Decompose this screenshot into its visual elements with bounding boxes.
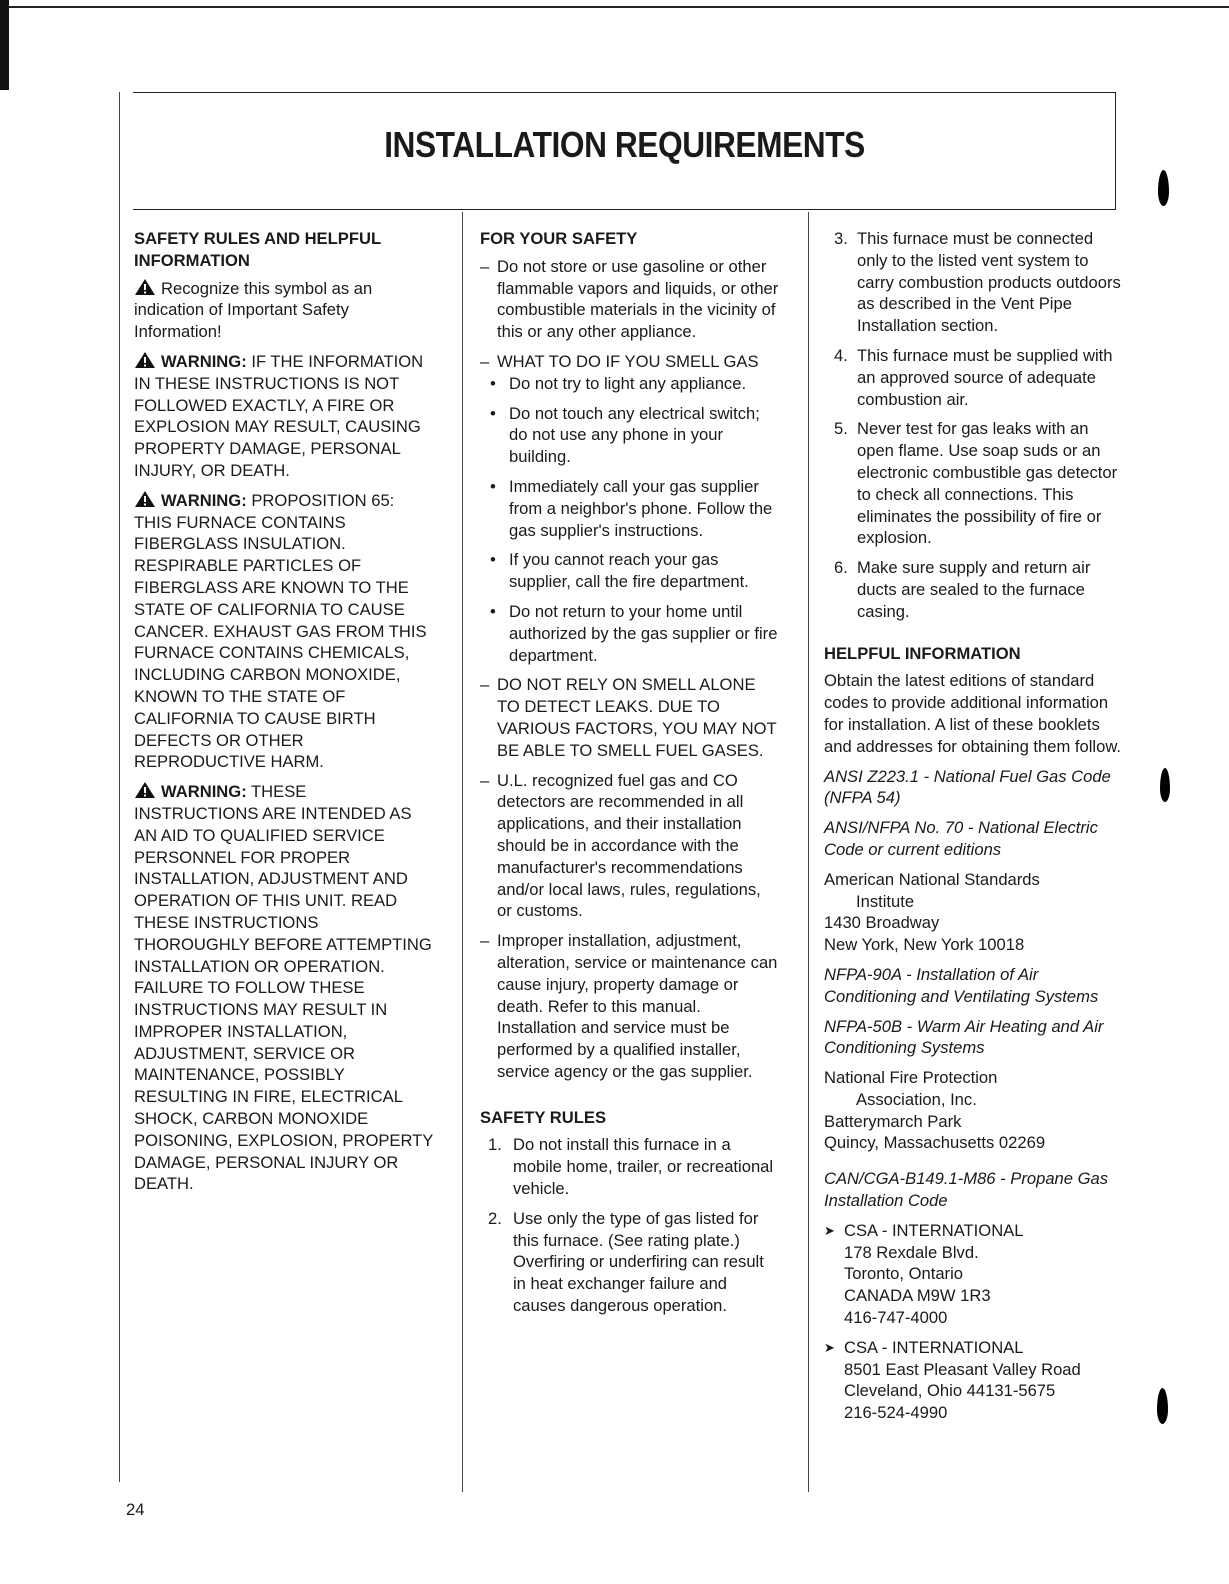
page-title: INSTALLATION REQUIREMENTS	[384, 124, 865, 165]
column-divider	[808, 212, 809, 1492]
item-number: 5.	[834, 419, 848, 439]
warning-triangle-icon	[134, 278, 156, 296]
binding-mark	[1158, 170, 1169, 206]
address-block	[824, 1337, 1124, 1424]
item-text: This furnace must be supplied with an approved source of adequate combustion air.	[857, 345, 1113, 409]
safety-rules-list-cont	[824, 228, 1124, 623]
warning-triangle-icon	[134, 351, 156, 369]
section-heading: FOR YOUR SAFETY	[480, 229, 638, 248]
code-reference: ANSI Z223.1 - National Fuel Gas Code (NFPA 54)	[824, 766, 1111, 808]
numbered-item	[480, 1134, 780, 1199]
address-line: CANADA M9W 1R3	[844, 1286, 991, 1306]
code-reference: ANSI/NFPA No. 70 - National Electric Code or current editions	[824, 818, 1098, 859]
safety-rules-list	[480, 1134, 780, 1316]
column-divider	[462, 212, 463, 1492]
warning-label: WARNING:	[161, 490, 247, 510]
warning-triangle-icon	[134, 490, 156, 508]
item-number: 6.	[834, 558, 848, 578]
bullet-item: • If you cannot reach your gas supplier, call the fire department.	[490, 549, 780, 593]
phone-number: 216-524-4990	[844, 1403, 948, 1423]
address-line: 8501 East Pleasant Valley Road	[844, 1359, 1081, 1379]
warning-paragraph	[134, 351, 434, 482]
bullet-item: • Do not return to your home until authorized by the gas supplier or fire department.	[490, 601, 780, 666]
binding-mark	[1157, 1388, 1168, 1424]
org-name: National Fire Protection	[824, 1068, 998, 1088]
top-rule	[0, 0, 1229, 8]
safety-list	[480, 256, 780, 373]
warning-paragraph	[134, 490, 434, 773]
list-item	[480, 351, 780, 373]
warning-label: WARNING:	[161, 782, 247, 802]
address-line: Batterymarch Park	[824, 1111, 962, 1131]
numbered-item	[824, 228, 1124, 337]
bullet-item: • Immediately call your gas supplier from a neighbor's phone. Follow the gas supplier's instructions.	[490, 476, 780, 541]
org-name: CSA - INTERNATIONAL	[844, 1220, 1024, 1240]
code-reference: NFPA-90A - Installation of Air Conditioning and Ventilating Systems	[824, 964, 1099, 1006]
item-number: 1.	[488, 1135, 502, 1155]
numbered-item	[824, 557, 1124, 622]
helpful-text: Obtain the latest editions of standard codes to provide additional information for installation. A list of these booklets and addresses for obtaining them follow.	[824, 671, 1122, 756]
item-text: Make sure supply and return air ducts are sealed to the furnace casing.	[857, 558, 1091, 621]
warning-label: WARNING:	[161, 351, 247, 371]
warning-text: PROPOSITION 65: THIS FURNACE CONTAINS FIBERGLASS INSULATION. RESPIRABLE PARTICLES OF FIBERGLASS ARE KNOWN TO THE STATE OF CALIFORNIA TO CAUSE CANCER. EXHAUST GAS FROM THIS FURNACE CONTAINS CHEMICALS, INCLUDING CARBON MONOXIDE, KNOWN TO THE STATE OF CALIFORNIA TO CAUSE BIRTH DEFECTS OR OTHER REPRODUCTIVE HARM.	[134, 490, 427, 772]
section-heading: HELPFUL INFORMATION	[824, 643, 1021, 663]
item-number: 4.	[834, 345, 848, 365]
gas-smell-bullets	[490, 373, 780, 667]
address-block	[824, 1067, 1124, 1154]
warning-text: THESE INSTRUCTIONS ARE INTENDED AS AN AID TO QUALIFIED SERVICE PERSONNEL FOR PROPER INSTALLATION, ADJUSTMENT AND OPERATION OF THIS UNIT. READ THESE INSTRUCTIONS THOROUGHLY BEFORE ATTEMPTING INSTALLATION OR OPERATION. FAILURE TO FOLLOW THESE INSTRUCTIONS MAY RESULT IN IMPROPER INSTALLATION, ADJUSTMENT, SERVICE OR MAINTENANCE, POSSIBLY RESULTING IN FIRE, ELECTRICAL SHOCK, CARBON MONOXIDE POISONING, EXPLOSION, PROPERTY DAMAGE, PERSONAL INJURY OR DEATH.	[134, 782, 434, 1194]
left-margin-line	[119, 92, 120, 1482]
org-name: CSA - INTERNATIONAL	[844, 1337, 1024, 1357]
list-item: – Do not store or use gasoline or other flammable vapors and liquids, or other combustible materials in the vicinity of this or any other appliance.	[480, 256, 780, 343]
item-text: Never test for gas leaks with an open flame. Use soap suds or an electronic combustible gas detector to check all connections. This eliminates the possibility of fire or explosion.	[857, 419, 1118, 548]
code-reference: CAN/CGA-B149.1-M86 - Propane Gas Installation Code	[824, 1169, 1109, 1211]
org-name-cont: Association, Inc.	[856, 1089, 977, 1109]
numbered-item	[824, 345, 1124, 410]
item-text: Do not install this furnace in a mobile home, trailer, or recreational vehicle.	[513, 1135, 774, 1199]
list-item: – Improper installation, adjustment, alteration, service or maintenance can cause injury, property damage or death. Refer to this manual. Installation and service must be performed by a qualified installer, service agency or the gas supplier.	[480, 930, 780, 1083]
section-heading: SAFETY RULES AND HELPFUL INFORMATION	[134, 229, 381, 270]
address-line: 178 Rexdale Blvd.	[844, 1242, 979, 1262]
left-scan-edge	[0, 0, 9, 90]
safety-list-cont	[480, 674, 780, 1082]
address-line: Quincy, Massachusetts 02269	[824, 1133, 1046, 1153]
column-helpful-information	[824, 228, 1124, 1432]
arrowhead-icon: ➤	[824, 1222, 835, 1238]
item-number: 3.	[834, 229, 848, 248]
column-for-your-safety	[480, 228, 780, 1325]
bullet-item: • Do not try to light any appliance.	[490, 373, 780, 395]
address-line: Cleveland, Ohio 44131-5675	[844, 1381, 1056, 1401]
address-block	[824, 869, 1124, 956]
numbered-item	[824, 418, 1124, 549]
code-reference: NFPA-50B - Warm Air Heating and Air Conditioning Systems	[824, 1016, 1104, 1058]
binding-mark	[1160, 768, 1170, 802]
warning-paragraph	[134, 781, 434, 1195]
list-item: – DO NOT RELY ON SMELL ALONE TO DETECT LEAKS. DUE TO VARIOUS FACTORS, YOU MAY NOT BE ABLE TO SMELL FUEL GASES.	[480, 674, 780, 761]
column-safety-rules	[134, 228, 434, 1203]
address-line: Toronto, Ontario	[844, 1264, 963, 1284]
address-block	[824, 1220, 1124, 1329]
phone-number: 416-747-4000	[844, 1308, 948, 1328]
page-number: 24	[126, 1500, 145, 1519]
recognize-text: Recognize this symbol as an indication of Important Safety Information!	[134, 278, 373, 342]
item-number: 2.	[488, 1208, 502, 1228]
org-name-cont: Institute	[856, 891, 915, 911]
bullet-item: • Do not touch any electrical switch; do not use any phone in your building.	[490, 403, 780, 468]
item-text: This furnace must be connected only to the listed vent system to carry combustion products outdoors as described in the Vent Pipe Installation section.	[857, 229, 1121, 336]
list-item: – U.L. recognized fuel gas and CO detectors are recommended in all applications, and their installation should be in accordance with the manufacturer's recommendations and/or local laws, rules, regulations, or customs.	[480, 770, 780, 923]
recognize-paragraph	[134, 278, 434, 343]
warning-text: IF THE INFORMATION IN THESE INSTRUCTIONS IS NOT FOLLOWED EXACTLY, A FIRE OR EXPLOSION MAY RESULT, CAUSING PROPERTY DAMAGE, PERSONAL INJURY, OR DEATH.	[134, 351, 424, 480]
warning-triangle-icon	[134, 781, 156, 799]
numbered-item	[480, 1208, 780, 1317]
item-text: Use only the type of gas listed for this furnace. (See rating plate.) Overfiring or underfiring can result in heat exchanger failure and causes dangerous operation.	[513, 1208, 764, 1316]
org-name: American National Standards	[824, 869, 1040, 889]
section-heading: SAFETY RULES	[480, 1107, 607, 1127]
list-item-text: – WHAT TO DO IF YOU SMELL GAS	[497, 351, 759, 371]
arrowhead-icon: ➤	[824, 1339, 835, 1355]
address-line: 1430 Broadway	[824, 913, 940, 933]
address-line: New York, New York 10018	[824, 935, 1025, 955]
